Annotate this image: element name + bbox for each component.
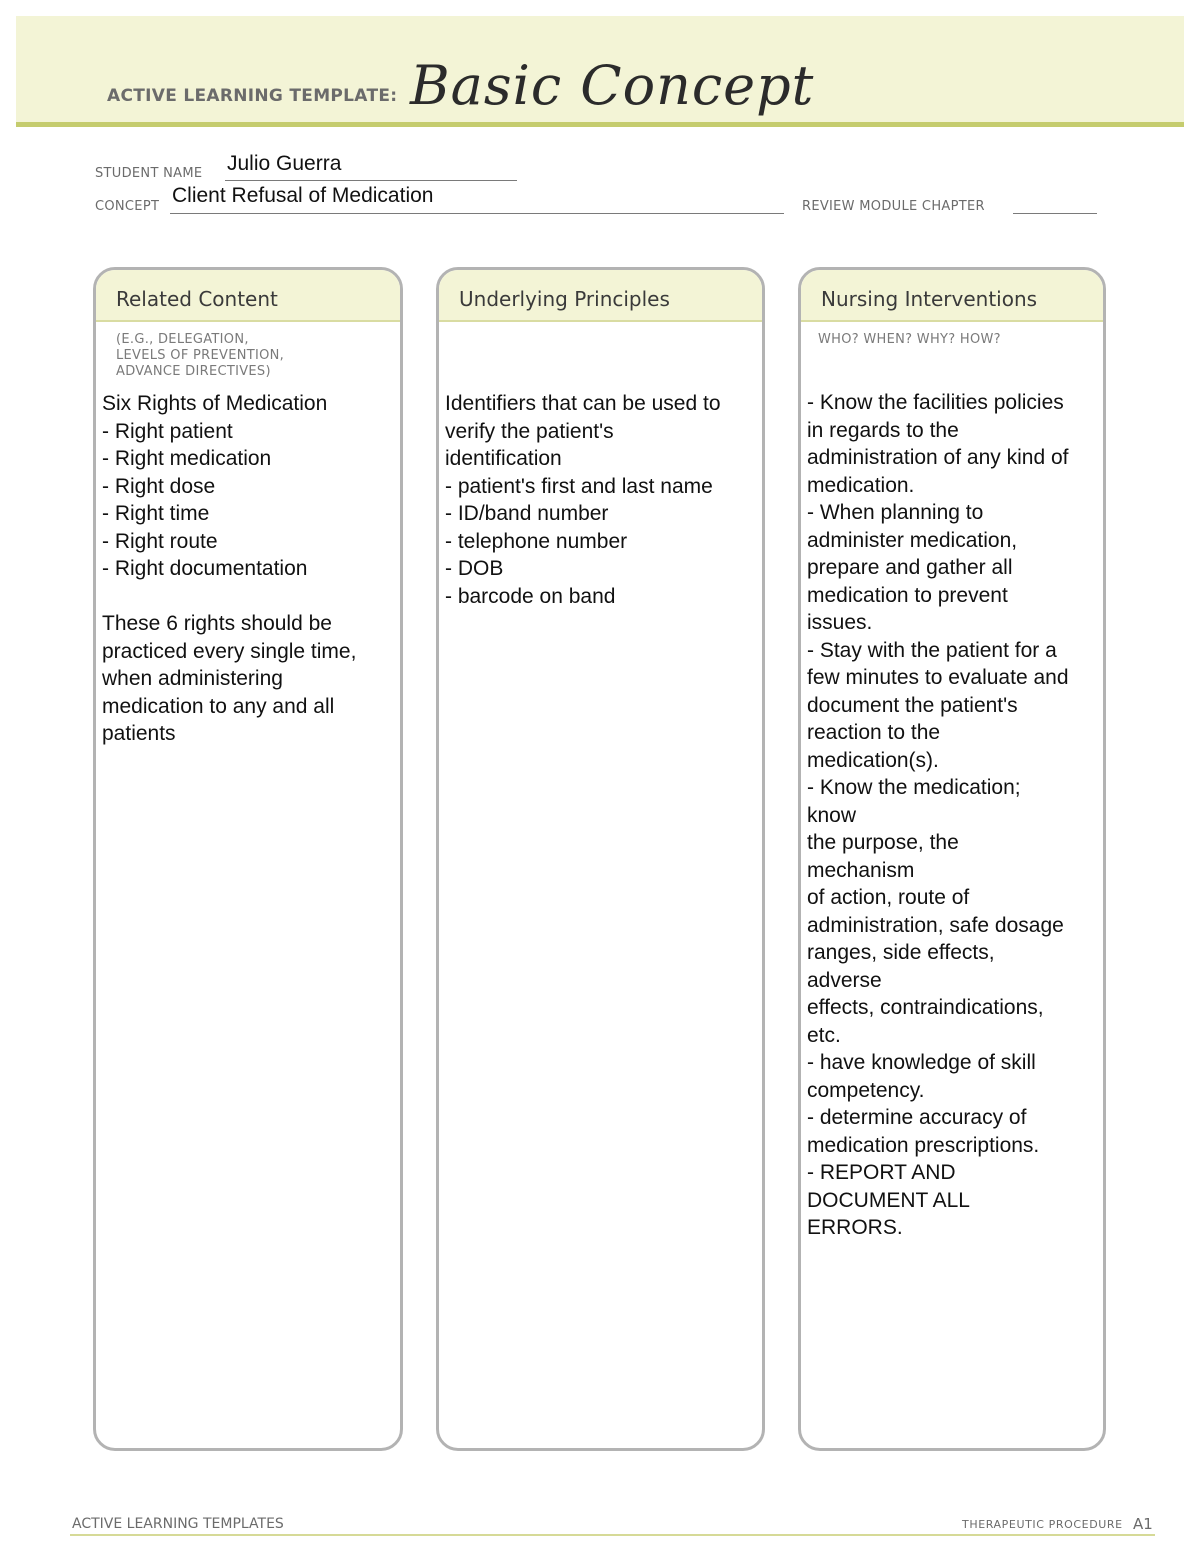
text-line: prepare and gather all (807, 556, 1013, 579)
text-line: - DOB (445, 557, 504, 580)
text-line: practiced every single time, (102, 639, 357, 663)
text-line: - telephone number (445, 529, 628, 553)
text-line: verify the patient's (445, 419, 614, 443)
text-line: - Right time (102, 502, 210, 525)
text-line: - Know the medication; (807, 776, 1021, 799)
text-line: medication prescriptions. (807, 1133, 1040, 1157)
text-line: - have knowledge of skill (807, 1051, 1036, 1074)
underlying-principles-title: Underlying Principles (439, 270, 762, 322)
nursing-interventions-panel (798, 267, 1106, 1451)
text-line: medication to any and all (102, 694, 335, 718)
text-line: - Right route (102, 529, 218, 553)
subtitle-line: LEVELS OF PREVENTION, (116, 348, 285, 363)
text-line: Six Rights of Medication (102, 392, 328, 415)
text-line: - When planning to (807, 501, 984, 524)
related-content-panel (93, 267, 403, 1451)
text-line: patients (102, 722, 176, 745)
concept-field[interactable]: Client Refusal of Medication (172, 184, 434, 207)
text-line: few minutes to evaluate and (807, 666, 1069, 689)
subtitle-line: WHO? WHEN? WHY? HOW? (818, 332, 1001, 347)
text-line: - Right medication (102, 447, 272, 470)
text-line: - REPORT AND (807, 1161, 956, 1184)
blank-line (102, 583, 396, 611)
footer-code: A1 (1133, 1515, 1153, 1533)
text-line: competency. (807, 1078, 925, 1102)
underlying-principles-panel (436, 267, 765, 1451)
text-line: reaction to the (807, 721, 941, 744)
footer-divider (70, 1534, 1155, 1536)
text-line: medication to prevent (807, 583, 1008, 607)
underlying-principles-body[interactable] (445, 390, 758, 610)
text-line: in regards to the (807, 418, 959, 442)
student-name-line (225, 180, 517, 181)
text-line: ranges, side effects, (807, 941, 995, 964)
text-line: ERRORS. (807, 1216, 903, 1239)
nursing-interventions-subtitle (818, 332, 1001, 348)
text-line: - Stay with the patient for a (807, 638, 1057, 662)
text-line: when administering (102, 667, 283, 690)
text-line: - Right patient (102, 419, 233, 443)
text-line: - patient's first and last name (445, 474, 713, 498)
text-line: document the patient's (807, 693, 1018, 717)
text-line: medication. (807, 473, 915, 497)
text-line: administration of any kind of (807, 446, 1069, 469)
review-module-label: REVIEW MODULE CHAPTER (802, 199, 985, 214)
text-line: - Right documentation (102, 557, 308, 580)
text-line: - determine accuracy of (807, 1106, 1027, 1129)
review-module-field[interactable] (1013, 213, 1097, 214)
text-line: DOCUMENT ALL (807, 1188, 970, 1212)
text-line: - Know the facilities policies (807, 391, 1064, 414)
related-content-title: Related Content (96, 270, 400, 322)
template-label: ACTIVE LEARNING TEMPLATE: (107, 86, 398, 106)
page-title: Basic Concept (410, 54, 815, 117)
related-content-body[interactable] (102, 390, 396, 748)
text-line: Identifiers that can be used to (445, 392, 721, 415)
text-line: These 6 rights should be (102, 612, 332, 635)
subtitle-line: ADVANCE DIRECTIVES) (116, 364, 271, 379)
text-line: mechanism (807, 858, 915, 882)
text-line: issues. (807, 611, 873, 634)
text-line: etc. (807, 1023, 841, 1047)
text-line: administer medication, (807, 528, 1018, 552)
text-line: - barcode on band (445, 584, 616, 608)
footer-template-name: ACTIVE LEARNING TEMPLATES (72, 1516, 284, 1532)
header-divider (16, 122, 1184, 127)
concept-label: CONCEPT (95, 199, 160, 214)
nursing-interventions-body[interactable] (807, 389, 1099, 1242)
text-line: effects, contraindications, (807, 996, 1044, 1019)
related-content-subtitle (116, 332, 284, 380)
text-line: administration, safe dosage (807, 913, 1064, 937)
nursing-interventions-title: Nursing Interventions (801, 270, 1103, 322)
student-name-field[interactable]: Julio Guerra (227, 152, 342, 175)
text-line: identification (445, 447, 562, 470)
text-line: the purpose, the (807, 831, 959, 854)
text-line: - Right dose (102, 474, 216, 498)
student-name-label: STUDENT NAME (95, 166, 203, 181)
footer-category: THERAPEUTIC PROCEDURE (962, 1518, 1123, 1531)
text-line: adverse (807, 968, 882, 992)
text-line: medication(s). (807, 748, 939, 772)
text-line: - ID/band number (445, 502, 609, 525)
text-line: know (807, 803, 857, 827)
text-line: of action, route of (807, 886, 970, 909)
subtitle-line: (E.G., DELEGATION, (116, 332, 249, 347)
concept-line (170, 213, 784, 214)
